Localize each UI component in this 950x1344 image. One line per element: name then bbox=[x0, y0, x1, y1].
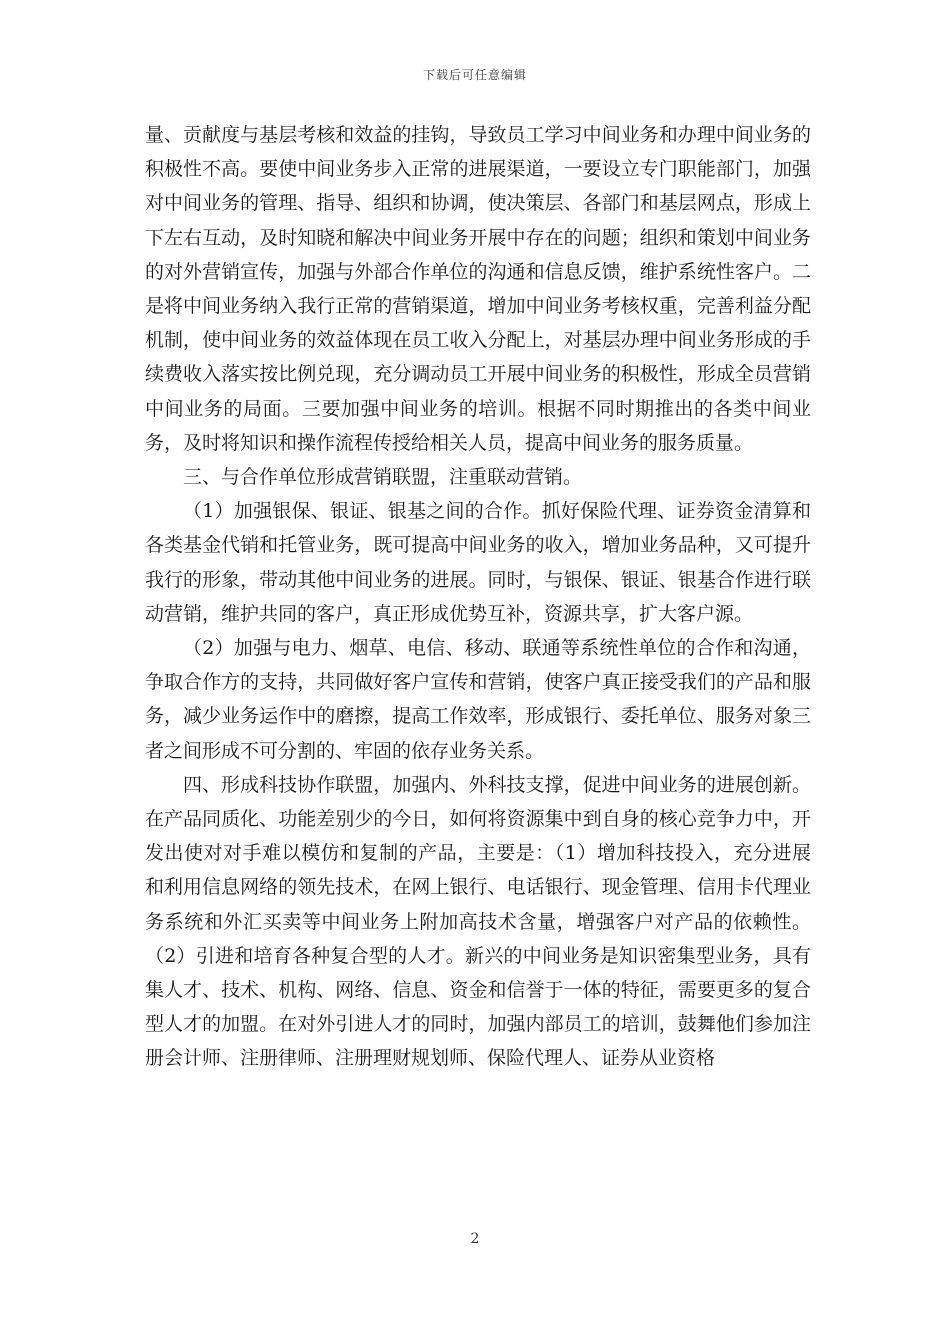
paragraph-continued: 量、贡献度与基层考核和效益的挂钩，导致员工学习中间业务和办理中间业务的积极性不高。要使中间业务步入正常的进展渠道，一要设立专门职能部门，加强对中间业务的管理、指导、组织和协调，使决策层、各部门和基层网点，形成上下左右互动，及时知晓和解决中间业务开展中存在的问题；组织和策划中间业务的对外营销宣传，加强与外部合作单位的沟通和信息反馈，维护系统性客户。二是将中间业务纳入我行正常的营销渠道，增加中间业务考核权重，完善利益分配机制，使中间业务的效益体现在员工收入分配上，对基层办理中间业务形成的手续费收入落实按比例兑现，充分调动员工开展中间业务的积极性，形成全员营销中间业务的局面。三要加强中间业务的培训。根据不同时期推出的各类中间业务，及时将知识和操作流程传授给相关人员，提高中间业务的服务质量。 bbox=[145, 124, 811, 454]
page-header: 下载后可任意编辑 bbox=[422, 68, 527, 82]
paragraph-item-1: （1）加强银保、银证、银基之间的合作。抓好保险代理、证券资金清算和各类基金代销和托管业务，既可提高中间业务的收入，增加业务品种，又可提升我行的形象，带动其他中间业务的进展。同时，与银保、银证、银基合作进行联动营销，维护共同的客户，真正形成优势互补，资源共享，扩大客户源。 bbox=[145, 500, 811, 625]
page-number: 2 bbox=[470, 1231, 480, 1247]
paragraph-item-2: （2）加强与电力、烟草、电信、移动、联通等系统性单位的合作和沟通，争取合作方的支持，共同做好客户宣传和营销，使客户真正接受我们的产品和服务，减少业务运作中的磨擦，提高工作效率，形成银行、委托单位、服务对象三者之间形成不可分割的、牢固的依存业务关系。 bbox=[145, 637, 811, 762]
section-paragraph-four: 四、形成科技协作联盟，加强内、外科技支撑，促进中间业务的进展创新。在产品同质化、功能差别少的今日，如何将资源集中到自身的核心竞争力中，开发出使对对手难以模仿和复制的产品，主要是：（1）增加科技投入，充分进展和利用信息网络的领先技术，在网上银行、电话银行、现金管理、信用卡代理业务系统和外汇买卖等中间业务上附加高技术含量，增强客户对产品的依赖性。（2）引进和培育各种复合型的人才。新兴的中间业务是知识密集型业务，具有集人才、技术、机构、网络、信息、资金和信誉于一体的特征，需要更多的复合型人才的加盟。在对外引进人才的同时，加强内部员工的培训，鼓舞他们参加注册会计师、注册律师、注册理财规划师、保险代理人、证券从业资格 bbox=[145, 773, 811, 1070]
document-body bbox=[145, 118, 811, 1076]
section-heading-three: 三、与合作单位形成营销联盟，注重联动营销。 bbox=[183, 466, 583, 489]
